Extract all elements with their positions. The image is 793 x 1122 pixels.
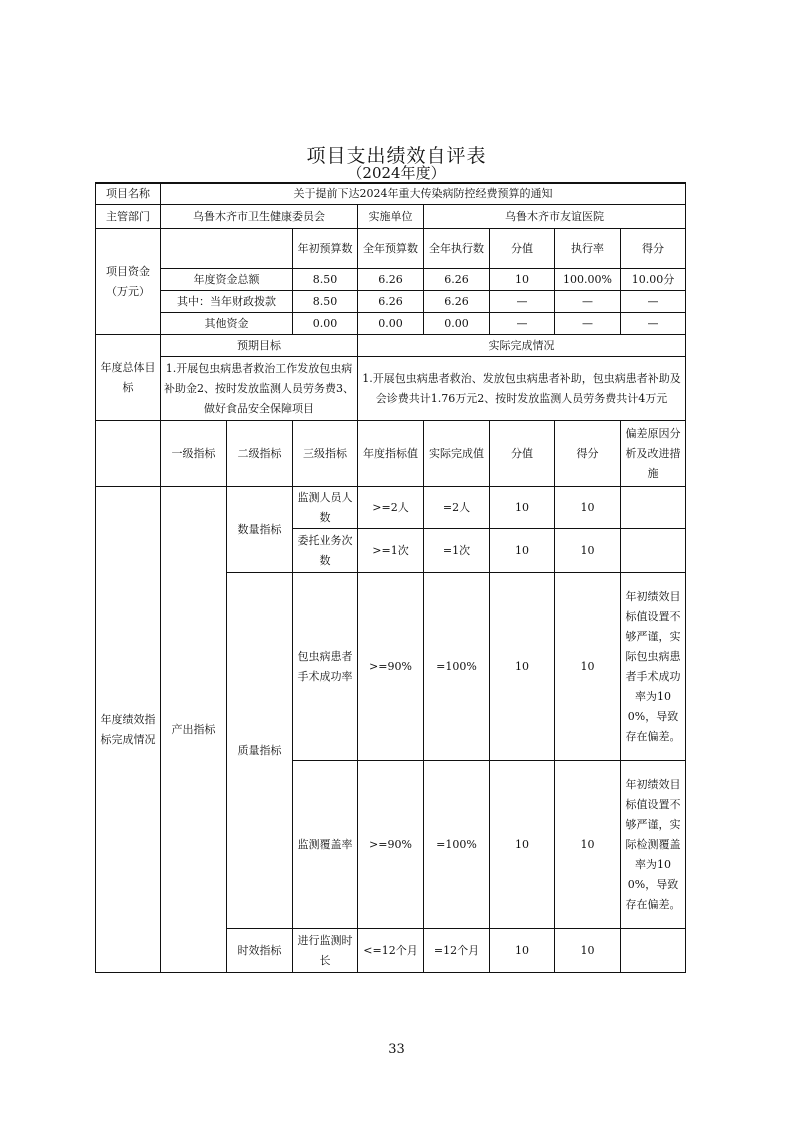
funds-header: 执行率 (555, 229, 621, 269)
indicator-header: 实际完成值 (424, 421, 490, 487)
funds-cell: 10.00分 (621, 269, 686, 291)
dept-value: 乌鲁木齐市卫生健康委员会 (161, 205, 358, 229)
funds-header-blank (161, 229, 293, 269)
indicator-header: 偏差原因分析及改进措施 (621, 421, 686, 487)
page-number: 33 (388, 1042, 405, 1057)
funds-cell: 6.26 (358, 269, 424, 291)
level3-indicator: 包虫病患者手术成功率 (293, 573, 358, 761)
level3-indicator: 进行监测时长 (293, 929, 358, 973)
funds-header: 全年预算数 (358, 229, 424, 269)
indicator-header: 一级指标 (161, 421, 227, 487)
page-subtitle: （2024年度） (347, 164, 446, 182)
funds-cell: 0.00 (358, 313, 424, 335)
funds-row-name: 其中：当年财政拨款 (161, 291, 293, 313)
funds-label: 项目资金（万元） (96, 229, 161, 335)
funds-cell: 100.00% (555, 269, 621, 291)
level3-indicator: 监测人员人数 (293, 487, 358, 529)
level2-indicator: 时效指标 (227, 929, 293, 973)
target-value: >=2人 (358, 487, 424, 529)
funds-cell: — (490, 313, 555, 335)
unit-label: 实施单位 (358, 205, 424, 229)
actual-completion-header: 实际完成情况 (358, 335, 686, 357)
deviation-note: 年初绩效目标值设置不够严谨，实际包虫病患者手术成功率为100%，导致存在偏差。 (621, 573, 686, 761)
expected-goal-text: 1.开展包虫病患者救治工作发放包虫病补助金2、按时发放监测人员劳务费3、做好食品安全保障项目 (161, 357, 358, 421)
actual-completion-text: 1.开展包虫病患者救治、发放包虫病患者补助，包虫病患者补助及会诊费共计1.76万元2、按时发放监测人员劳务费共计4万元 (358, 357, 686, 421)
indicator-header: 分值 (490, 421, 555, 487)
target-value: >=1次 (358, 529, 424, 573)
level2-indicator: 质量指标 (227, 573, 293, 929)
deviation-note (621, 529, 686, 573)
score-value: 10 (490, 573, 555, 761)
funds-cell: 0.00 (424, 313, 490, 335)
funds-cell: 6.26 (358, 291, 424, 313)
got-value: 10 (555, 487, 621, 529)
unit-value: 乌鲁木齐市友谊医院 (424, 205, 686, 229)
funds-cell: — (555, 313, 621, 335)
funds-cell: — (555, 291, 621, 313)
target-value: >=90% (358, 573, 424, 761)
indicator-header: 得分 (555, 421, 621, 487)
deviation-note (621, 487, 686, 529)
page-title: 项目支出绩效自评表 (306, 145, 487, 167)
score-value: 10 (490, 487, 555, 529)
level3-indicator: 监测覆盖率 (293, 761, 358, 929)
level1-indicator: 产出指标 (161, 487, 227, 973)
funds-cell: 6.26 (424, 291, 490, 313)
project-name-label: 项目名称 (96, 183, 161, 205)
got-value: 10 (555, 529, 621, 573)
expected-goal-header: 预期目标 (161, 335, 358, 357)
indicator-header: 年度指标值 (358, 421, 424, 487)
deviation-note: 年初绩效目标值设置不够严谨，实际检测覆盖率为100%，导致存在偏差。 (621, 761, 686, 929)
goals-label: 年度总体目标 (96, 335, 161, 421)
funds-cell: — (490, 291, 555, 313)
level3-indicator: 委托业务次数 (293, 529, 358, 573)
funds-header: 全年执行数 (424, 229, 490, 269)
score-value: 10 (490, 929, 555, 973)
funds-cell: 6.26 (424, 269, 490, 291)
indicator-header-blank (96, 421, 161, 487)
actual-value: =1次 (424, 529, 490, 573)
level2-indicator: 数量指标 (227, 487, 293, 573)
got-value: 10 (555, 573, 621, 761)
target-value: <=12个月 (358, 929, 424, 973)
self-evaluation-table (95, 182, 686, 973)
funds-header: 分值 (490, 229, 555, 269)
funds-row-name: 年度资金总额 (161, 269, 293, 291)
got-value: 10 (555, 761, 621, 929)
funds-cell: 0.00 (293, 313, 358, 335)
score-value: 10 (490, 761, 555, 929)
performance-section-label: 年度绩效指标完成情况 (96, 487, 161, 973)
funds-header: 得分 (621, 229, 686, 269)
dept-label: 主管部门 (96, 205, 161, 229)
actual-value: =100% (424, 761, 490, 929)
funds-cell: 10 (490, 269, 555, 291)
indicator-header: 二级指标 (227, 421, 293, 487)
project-name-value: 关于提前下达2024年重大传染病防控经费预算的通知 (161, 183, 686, 205)
actual-value: =100% (424, 573, 490, 761)
deviation-note (621, 929, 686, 973)
got-value: 10 (555, 929, 621, 973)
funds-header: 年初预算数 (293, 229, 358, 269)
funds-cell: 8.50 (293, 291, 358, 313)
indicator-header: 三级指标 (293, 421, 358, 487)
target-value: >=90% (358, 761, 424, 929)
score-value: 10 (490, 529, 555, 573)
funds-row-name: 其他资金 (161, 313, 293, 335)
actual-value: =12个月 (424, 929, 490, 973)
funds-cell: 8.50 (293, 269, 358, 291)
funds-cell: — (621, 291, 686, 313)
funds-cell: — (621, 313, 686, 335)
actual-value: =2人 (424, 487, 490, 529)
